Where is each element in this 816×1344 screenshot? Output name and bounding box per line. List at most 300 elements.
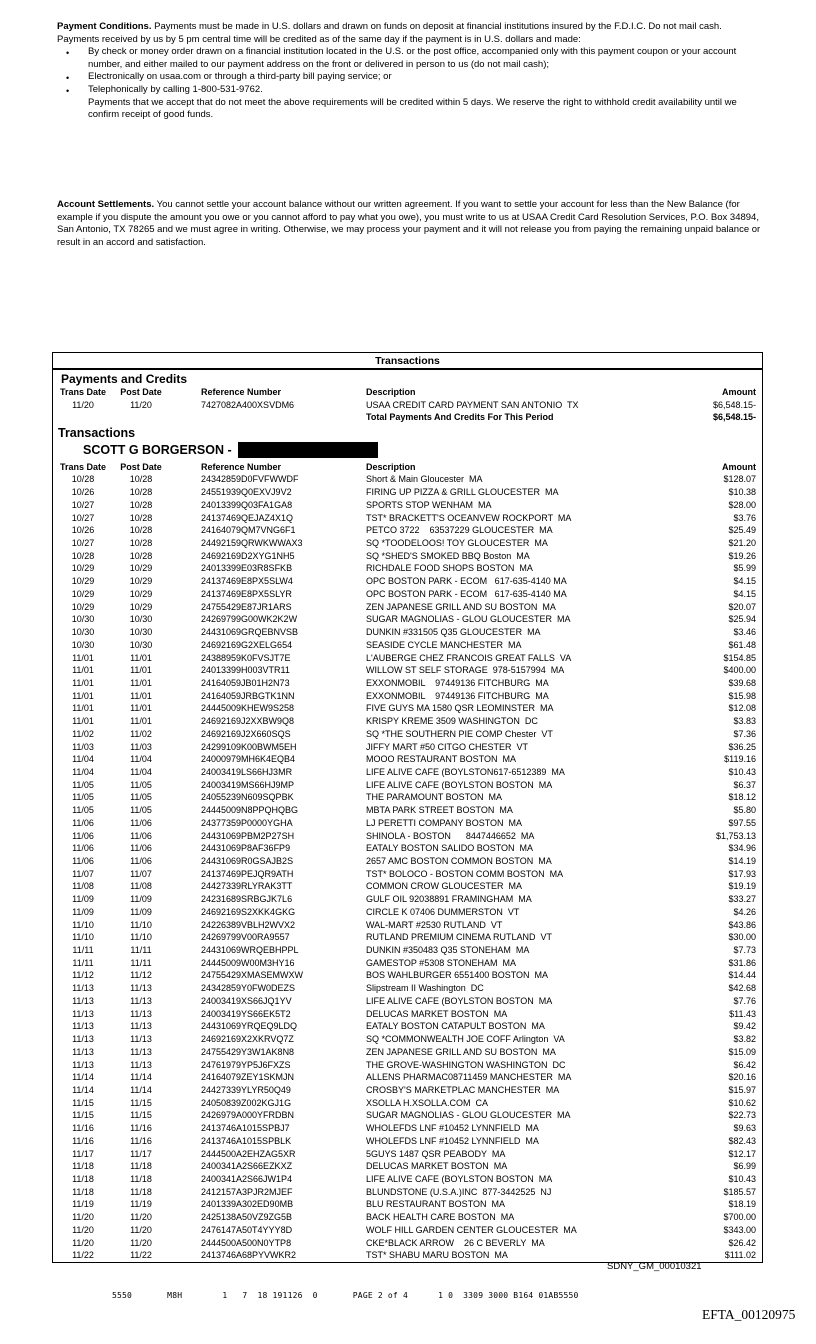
table-row [53,766,762,779]
cell-amount: $7.76 [733,995,756,1006]
cardholder-name: SCOTT G BORGERSON - [83,442,232,457]
cell-trans-date: 11/06 [72,817,94,828]
cell-description: LIFE ALIVE CAFE (BOYLSTON617-6512389 MA [366,766,565,777]
table-row [53,473,762,486]
cell-amount: $700.00 [723,1212,756,1223]
cell-post-date: 11/16 [130,1123,152,1134]
cell-reference-number: 2401339A302ED90MB [201,1199,294,1210]
cell-trans-date: 10/30 [71,639,95,650]
cell-description: ALLENS PHARMAC08711459 MANCHESTER MA [366,1072,572,1083]
cell-amount: $31.86 [728,957,756,968]
cell-amount: $43.86 [728,919,756,930]
cell-post-date: 11/06 [130,817,152,828]
table-row [53,601,762,614]
cell-amount: $10.62 [728,1097,756,1108]
payments-credits-heading: Payments and Credits [61,372,188,386]
table-row [53,562,762,575]
table-row [53,1211,762,1224]
cell-reference-number: 2400341A2S66JW1P4 [201,1173,293,1184]
table-row [53,1046,762,1059]
cell-amount: $12.08 [728,703,756,714]
list-item: • By check or money order drawn on a financial institution located in the U.S. or the post office, accompanied only with this payment coupon or your account number, and either mailed to our payment address on the front or delivered in person to us (do not mail cash); [57,46,763,71]
cell-description: GAMESTOP #5308 STONEHAM MA [366,957,517,968]
cell-description: MBTA PARK STREET BOSTON MA [366,805,513,816]
table-row [53,982,762,995]
cell-description: GULF OIL 92038891 FRAMINGHAM MA [366,894,532,905]
table-row [53,1109,762,1122]
cell-post-date: 10/28 [129,525,153,536]
table-row [53,880,762,893]
cell-reference-number: 24003419LS66HJ3MR [201,766,293,777]
cell-description: XSOLLA H.XSOLLA.COM CA [366,1097,489,1108]
cell-post-date: 11/10 [130,932,152,943]
cell-trans-date: 10/27 [71,499,95,510]
cell-post-date: 11/12 [130,970,152,981]
table-row [53,626,762,639]
cell-trans-date: 11/20 [72,1224,94,1235]
cell-description: WHOLEFDS LNF #10452 LYNNFIELD MA [366,1123,539,1134]
list-item: • Electronically on usaa.com or through a third-party bill paying service; or [57,71,763,84]
table-row [53,486,762,499]
cell-trans-date: 11/18 [72,1161,94,1172]
cell-amount: $9.42 [733,1021,756,1032]
cell-amount: $19.26 [728,550,756,561]
cell-amount: $11.43 [729,1008,756,1019]
cell-reference-number: 24692169G2XELG654 [201,639,293,650]
cell-description: KRISPY KREME 3509 WASHINGTON DC [366,716,538,727]
cell-reference-number: 24427339YLYR50Q49 [201,1084,291,1095]
cell-trans-date: 11/20 [72,399,94,410]
cell-reference-number: 24137469E8PX5SLW4 [201,576,293,587]
cell-trans-date: 11/03 [72,741,94,752]
cell-amount: $5.80 [733,805,756,816]
cell-post-date: 11/01 [130,690,152,701]
cell-trans-date: 11/19 [72,1199,94,1210]
cell-amount: $12.17 [728,1148,756,1159]
cell-post-date: 11/07 [130,868,152,879]
table-row [53,499,762,512]
cell-reference-number: 24164079QM7VNG6F1 [201,525,296,536]
cell-description: CROSBY'S MARKETPLAC MANCHESTER MA [366,1084,560,1095]
cell-post-date: 10/30 [129,639,153,650]
document-id: SDNY_GM_00010321 [607,1261,702,1272]
cell-trans-date: 11/15 [72,1097,94,1108]
cell-amount: $20.07 [728,601,756,612]
cell-trans-date: 11/14 [72,1084,94,1095]
cell-amount: $33.27 [728,894,756,905]
cell-trans-date: 11/17 [72,1148,94,1159]
table-row [53,613,762,626]
cell-reference-number: 24231689SRBGJK7L6 [201,894,293,905]
cell-amount: $3.82 [733,1034,756,1045]
cell-amount: $4.26 [733,906,756,917]
cell-reference-number: 24692169D2XYG1NH5 [201,550,295,561]
cell-post-date: 11/11 [130,945,152,956]
cell-description: ZEN JAPANESE GRILL AND SU BOSTON MA [366,601,556,612]
cell-post-date: 10/28 [129,512,153,523]
cell-reference-number: 24431069GRQEBNVSB [201,627,299,638]
cell-reference-number: 24692169S2XKK4GKG [201,906,296,917]
cell-trans-date: 11/22 [72,1250,94,1261]
cell-amount: $4.15 [733,588,756,599]
cell-amount: $6.99 [733,1161,756,1172]
cell-reference-number: 2476147A50T4YYY8D [201,1224,293,1235]
cell-reference-number: 24755429XMASEMWXW [201,970,304,981]
cell-reference-number: 24003419MS66HJ9MP [201,779,295,790]
cell-amount: $154.85 [723,652,756,663]
cell-description: RUTLAND PREMIUM CINEMA RUTLAND VT [366,932,553,943]
cell-reference-number: 24427339RLYRAK3TT [201,881,293,892]
table-row [53,1008,762,1021]
cell-post-date: 11/04 [130,766,152,777]
cell-post-date: 11/10 [130,919,152,930]
cell-description: ZEN JAPANESE GRILL AND SU BOSTON MA [366,1046,556,1057]
table-row [53,1122,762,1135]
cell-reference-number: 24137469QEJAZ4X1Q [201,512,294,523]
cell-reference-number: 24299109K00BWM5EH [201,741,297,752]
cell-description: CIRCLE K 07406 DUMMERSTON VT [366,906,520,917]
cell-trans-date: 10/27 [71,512,95,523]
cell-reference-number: 24013399Q03FA1GA8 [201,499,293,510]
payment-methods-list [57,46,763,96]
transactions-heading: Transactions [58,425,136,440]
cell-trans-date: 11/13 [72,1059,94,1070]
cell-trans-date: 11/05 [72,779,94,790]
cell-post-date: 10/28 [129,474,153,485]
cell-reference-number: 2444500A500N0YTP8 [201,1237,292,1248]
cell-amount: $128.07 [723,474,756,485]
cell-trans-date: 11/20 [72,1212,94,1223]
cell-reference-number: 24692169J2X660SQS [201,728,291,739]
payment-conditions-continuation: Payments that we accept that do not meet the above requirements will be credited within 5 days. We reserve the right to withhold credit availability until we confirm receipt of good funds. [88,96,737,121]
cell-reference-number: 24164059JB01H2N73 [201,677,290,688]
cell-trans-date: 11/18 [72,1173,94,1184]
cell-reference-number: 24342859Y0FW0DEZS [201,983,296,994]
cell-post-date: 11/22 [130,1250,152,1261]
cell-post-date: 10/28 [129,499,153,510]
table-row [53,804,762,817]
cell-post-date: 11/18 [130,1161,152,1172]
cell-description: SUGAR MAGNOLIAS - GLOU GLOUCESTER MA [366,614,571,625]
cell-amount: $14.19 [728,856,756,866]
cell-trans-date: 11/01 [72,690,94,701]
cell-post-date: 11/18 [130,1186,152,1197]
table-row [53,1135,762,1148]
cell-amount: $5.99 [733,563,756,574]
cell-trans-date: 11/13 [72,995,94,1006]
cell-description: LJ PERETTI COMPANY BOSTON MA [366,817,523,828]
cell-reference-number: 24431069WRQEBHPPL [201,945,299,956]
cell-amount: $1,753.13 [715,830,756,841]
table-row [53,690,762,703]
cell-reference-number: 2413746A1015SPBLK [201,1135,292,1146]
cell-reference-number: 24445009W00M3HY16 [201,957,295,968]
cell-trans-date: 11/20 [72,1237,94,1248]
cell-reference-number: 24692169X2XKRVQ7Z [201,1034,294,1045]
cell-amount: $19.19 [728,881,756,892]
cell-reference-number: 24431069P8AF36FP9 [201,843,291,854]
cell-description: WOLF HILL GARDEN CENTER GLOUCESTER MA [366,1224,577,1235]
table-row [53,1020,762,1033]
cell-post-date: 10/28 [129,487,153,498]
table-row [53,753,762,766]
cell-post-date: 11/11 [130,957,152,968]
table-row [53,1173,762,1186]
cell-trans-date: 11/01 [72,716,94,727]
payment-conditions-title: Payment Conditions. [57,21,152,32]
cell-reference-number: 7427082A400XSVDM6 [201,399,295,410]
cell-post-date: 11/01 [130,677,152,688]
cell-reference-number: 24000979MH6K4EQB4 [201,754,296,765]
cell-post-date: 11/02 [130,728,152,739]
table-row [53,1198,762,1211]
cell-post-date: 11/13 [130,983,152,994]
payment-conditions-paragraph [57,21,763,122]
cell-description: SQ *TOODELOOS! TOY GLOUCESTER MA [366,538,548,549]
cell-description: DUNKIN #350483 Q35 STONEHAM MA [366,945,530,956]
cell-description: Short & Main Gloucester MA [366,474,483,485]
cell-description: THE GROVE-WASHINGTON WASHINGTON DC [366,1059,566,1070]
cell-post-date: 11/15 [130,1097,152,1108]
cell-trans-date: 11/02 [72,728,94,739]
cell-description: OPC BOSTON PARK - ECOM 617-635-4140 MA [366,588,567,599]
cell-amount: $3.46 [733,627,756,638]
cell-description: BLUNDSTONE (U.S.A.)INC 877-3442525 NJ [366,1186,552,1197]
cell-trans-date: 11/11 [72,945,94,956]
cell-trans-date: 11/01 [72,665,94,676]
cell-description: SEASIDE CYCLE MANCHESTER MA [366,639,522,650]
table-row [53,1160,762,1173]
cell-post-date: 11/13 [130,1046,152,1057]
cell-post-date: 10/29 [129,588,153,599]
cell-post-date: 11/05 [130,779,152,790]
column-header-trans-date: Trans Date [59,461,107,472]
cell-post-date: 11/01 [130,703,152,714]
payments-total-label: Total Payments And Credits For This Period [366,412,554,423]
cell-trans-date: 11/13 [72,983,94,994]
cell-post-date: 11/03 [130,741,152,752]
cell-reference-number: 24003419YS66EK5T2 [201,1008,291,1019]
cell-post-date: 10/28 [129,550,153,561]
cell-reference-number: 24388959K0FVSJT7E [201,652,291,663]
cell-trans-date: 11/04 [72,754,94,765]
table-row [53,1071,762,1084]
cell-reference-number: 24137469E8PX5SLYR [201,588,292,599]
cell-reference-number: 2413746A1015SPBJ7 [201,1123,290,1134]
cell-post-date: 11/05 [130,805,152,816]
cell-description: MOOO RESTAURANT BOSTON MA [366,754,517,765]
table-row [53,550,762,563]
cell-amount: $18.12 [728,792,756,803]
cell-trans-date: 11/01 [72,703,94,714]
cell-amount: $3.83 [733,716,756,727]
cell-amount: $26.42 [728,1237,756,1248]
cell-reference-number: 24226389VBLH2WVX2 [201,919,296,930]
cell-description: SQ *COMMONWEALTH JOE COFF Arlington VA [366,1034,565,1045]
cell-reference-number: 24431069R0GSAJB2S [201,856,294,866]
cell-amount: $36.25 [728,741,756,752]
cell-description: SQ *SHED'S SMOKED BBQ Boston MA [366,550,530,561]
cell-description: OPC BOSTON PARK - ECOM 617-635-4140 MA [366,576,567,587]
cell-amount: $30.00 [728,932,756,943]
cell-amount: $9.63 [733,1123,756,1134]
cell-post-date: 10/30 [129,627,153,638]
cell-reference-number: 24377359P0000YGHA [201,817,293,828]
table-row [53,957,762,970]
cell-post-date: 11/15 [130,1110,152,1121]
cell-trans-date: 11/05 [72,792,94,803]
cell-amount: $42.68 [728,983,756,994]
account-settlements-title: Account Settlements. [57,199,155,210]
cell-post-date: 10/30 [129,614,153,625]
cell-reference-number: 24269799G00WK2K2W [201,614,298,625]
cell-reference-number: 2400341A2S66EZKXZ [201,1161,293,1172]
table-row [53,512,762,525]
cell-amount: $7.36 [733,728,756,739]
column-header-post-date: Post Date [120,387,162,397]
cell-description: THE PARAMOUNT BOSTON MA [366,792,503,803]
cell-description: TST* BRACKETT'S OCEANVEW ROCKPORT MA [366,512,572,523]
cell-description: JIFFY MART #50 CITGO CHESTER VT [366,741,529,752]
cell-trans-date: 11/13 [72,1008,94,1019]
cell-description: L'AUBERGE CHEZ FRANCOIS GREAT FALLS VA [366,652,572,663]
cell-amount: $185.57 [723,1186,756,1197]
table-row [53,575,762,588]
cell-amount: $4.15 [733,576,756,587]
cell-description: DUNKIN #331505 Q35 GLOUCESTER MA [366,627,541,638]
cell-trans-date: 11/04 [72,766,94,777]
cell-reference-number: 24431069YRQEQ9LDQ [201,1021,298,1032]
cell-trans-date: 10/28 [71,474,95,485]
cell-trans-date: 10/29 [71,588,95,599]
cell-post-date: 11/14 [130,1084,152,1095]
cell-description: RICHDALE FOOD SHOPS BOSTON MA [366,563,533,574]
table-row [53,728,762,741]
cell-post-date: 11/05 [130,792,152,803]
cell-trans-date: 11/08 [72,881,94,892]
table-row [53,791,762,804]
table-row [53,537,762,550]
cell-trans-date: 11/10 [72,932,94,943]
cell-post-date: 11/09 [130,906,152,917]
cell-description: WAL-MART #2530 RUTLAND VT [366,919,503,930]
cell-amount: $17.93 [728,868,756,879]
cell-trans-date: 11/10 [72,919,94,930]
cell-trans-date: 11/01 [72,652,94,663]
cell-description: BOS WAHLBURGER 6551400 BOSTON MA [366,970,549,981]
payments-total-row [53,411,762,424]
cell-reference-number: 24137469PEJQR9ATH [201,868,294,879]
table-row [53,817,762,830]
cell-trans-date: 10/29 [71,576,95,587]
cell-amount: $97.55 [728,817,756,828]
cell-description: EATALY BOSTON SALIDO BOSTON MA [366,843,534,854]
cell-amount: $15.97 [728,1084,756,1095]
account-settlements-text [57,199,763,249]
cell-trans-date: 11/06 [72,830,94,841]
column-header-row [53,386,762,399]
payment-conditions-intro: Payments must be made in U.S. dollars and drawn on funds on deposit at financial institutions insured by the F.D.I.C. Do not mail cash. Payments received by us by 5 pm central time will be credited as of the same day if the payment is in U.S. dollars and made: [57,21,722,45]
table-row [53,664,762,677]
cell-description: 2657 AMC BOSTON COMMON BOSTON MA [366,856,552,866]
cell-amount: $10.38 [728,487,756,498]
cell-description: DELUCAS MARKET BOSTON MA [366,1161,508,1172]
table-row [53,715,762,728]
cell-reference-number: 2444500A2EHZAG5XR [201,1148,296,1159]
cell-reference-number: 24692169J2XXBW9Q8 [201,716,295,727]
table-row [53,906,762,919]
cell-reference-number: 24003419XS66JQ1YV [201,995,292,1006]
table-row [53,1097,762,1110]
table-row [53,779,762,792]
cell-description: FIRING UP PIZZA & GRILL GLOUCESTER MA [366,487,559,498]
cardholder-line [53,441,762,461]
cell-reference-number: 24445009KHEW9S258 [201,703,295,714]
cell-description: USAA CREDIT CARD PAYMENT SAN ANTONIO TX [366,399,579,410]
cell-description: SQ *THE SOUTHERN PIE COMP Chester VT [366,728,553,739]
table-row [53,931,762,944]
cell-post-date: 10/28 [129,538,153,549]
transaction-rows [53,473,762,1262]
column-header-description: Description [366,387,416,397]
cell-post-date: 11/06 [130,856,152,866]
cell-trans-date: 11/14 [72,1072,94,1083]
table-row [53,969,762,982]
cell-description: EATALY BOSTON CATAPULT BOSTON MA [366,1021,545,1032]
cell-reference-number: 2413746A68PYVWKR2 [201,1250,297,1261]
cell-description: TST* SHABU MARU BOSTON MA [366,1250,508,1261]
cell-trans-date: 11/13 [72,1046,94,1057]
cell-trans-date: 10/29 [71,601,95,612]
table-row [53,677,762,690]
cell-trans-date: 11/18 [72,1186,94,1197]
cell-reference-number: 24551939Q0EXVJ9V2 [201,487,292,498]
cell-reference-number: 24431069PBM2P27SH [201,830,295,841]
table-row [53,868,762,881]
cell-amount: $400.00 [723,665,756,676]
cell-description: LIFE ALIVE CAFE (BOYLSTON BOSTON MA [366,1173,553,1184]
column-header-post-date: Post Date [120,461,162,472]
cell-trans-date: 11/11 [72,957,94,968]
cell-amount: $21.20 [728,538,756,549]
cell-reference-number: 24013399H003VTR11 [201,665,290,676]
cell-trans-date: 11/13 [72,1034,94,1045]
cell-trans-date: 11/09 [72,894,94,905]
cell-post-date: 11/09 [130,894,152,905]
cell-trans-date: 10/26 [71,525,95,536]
table-row [53,639,762,652]
cell-post-date: 11/17 [130,1148,152,1159]
cell-post-date: 11/18 [130,1173,152,1184]
cell-description: COMMON CROW GLOUCESTER MA [366,881,523,892]
cell-reference-number: 24269799V00RA9557 [201,932,290,943]
cell-description: CKE*BLACK ARROW 26 C BEVERLY MA [366,1237,545,1248]
table-row [53,741,762,754]
table-row [53,588,762,601]
cell-description: EXXONMOBIL 97449136 FITCHBURG MA [366,677,549,688]
cell-reference-number: 24445009N8PPQHQBG [201,805,299,816]
table-row [53,842,762,855]
cell-amount: $10.43 [728,1173,756,1184]
table-row [53,702,762,715]
cell-trans-date: 11/16 [72,1135,94,1146]
table-row [53,1084,762,1097]
cell-reference-number: 24055239N609SQPBK [201,792,294,803]
account-settlements-body: You cannot settle your account balance without our written agreement. If you want to settle your account for less than the New Balance (for example if you dispute the amount you owe or you cannot afford to pay what you owe), you must write to us at USAA Credit Card Resolution Services, P.O. Box 34894, San Antonio, TX 78265 and we must agree in writing. Otherwise, we may process your payment and it will not release you from paying the remaining unpaid balance or result in an accord and satisfaction. [57,199,761,248]
cell-trans-date: 11/01 [72,677,94,688]
cell-amount: $15.98 [728,690,756,701]
payment-conditions-text [57,21,763,46]
